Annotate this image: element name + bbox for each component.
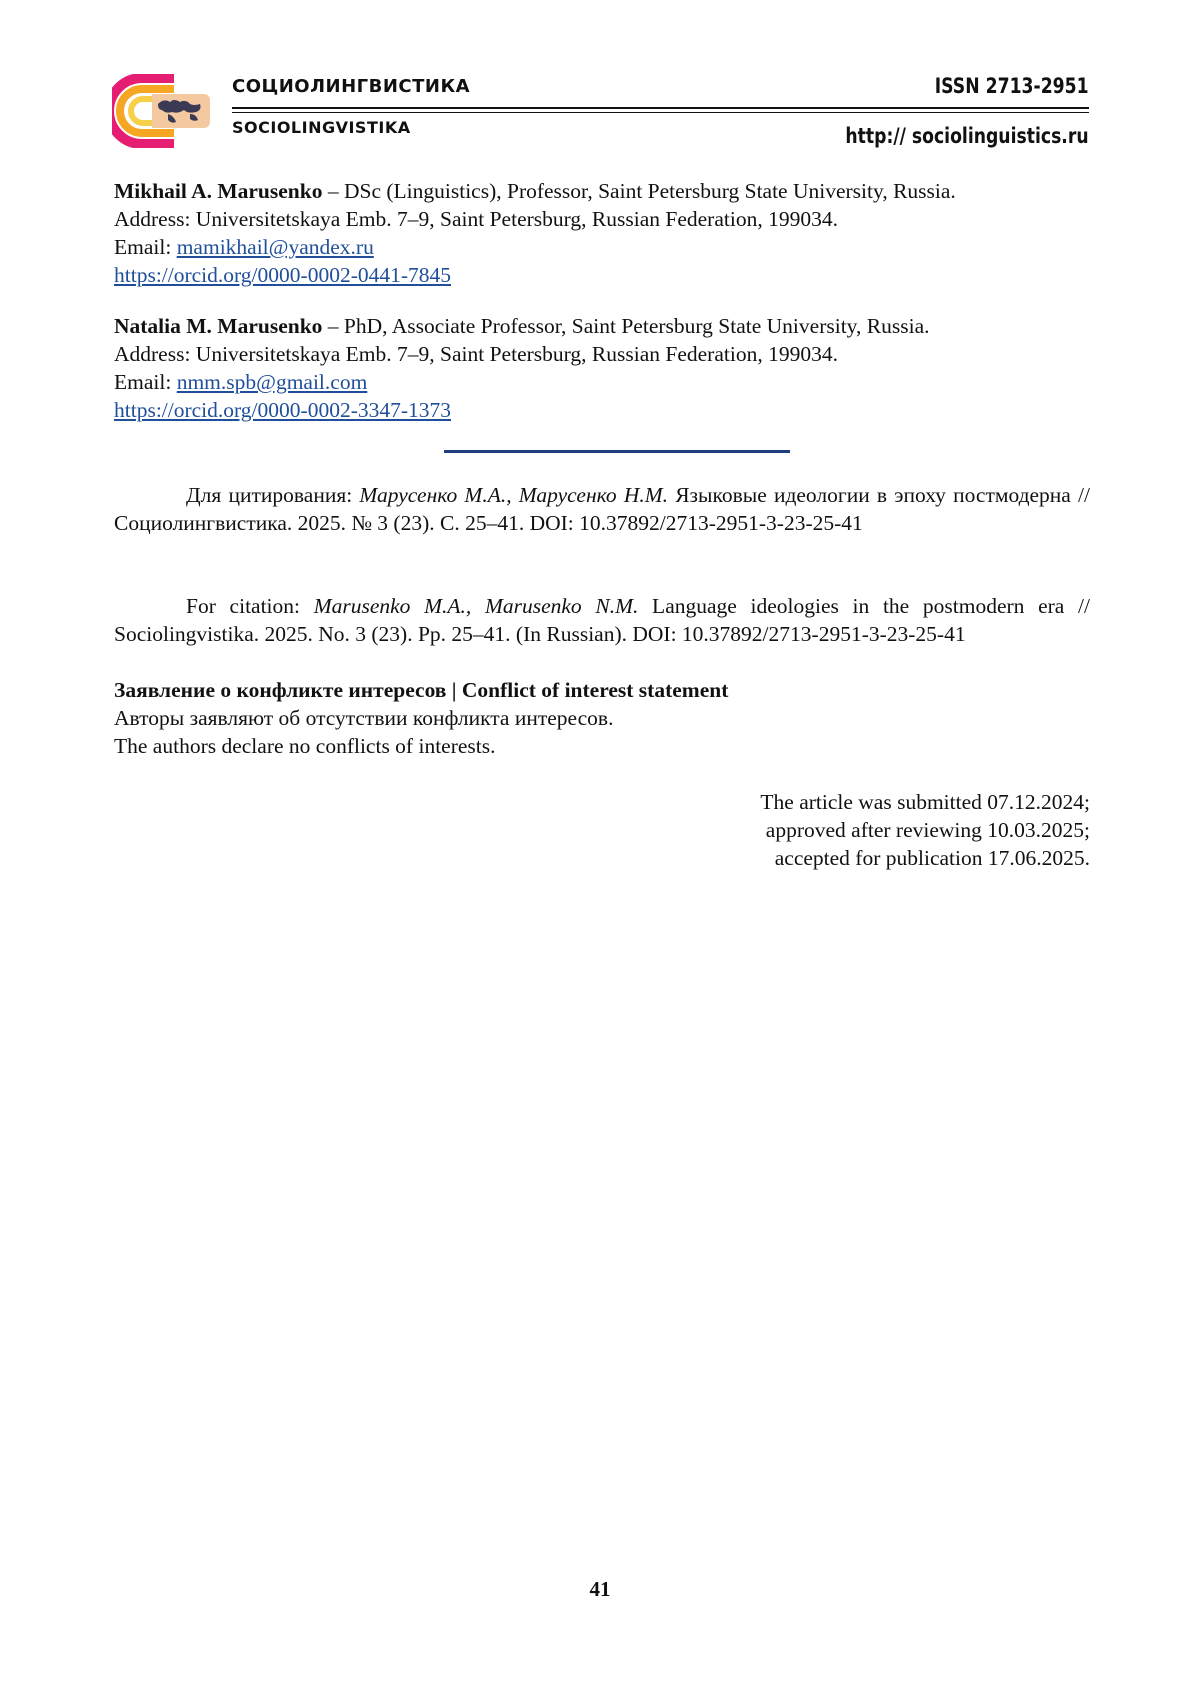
author-address: Address: Universitetskaya Emb. 7–9, Saint Petersburg, Russian Federation, 199034. <box>114 342 838 366</box>
author-name: Natalia M. Marusenko <box>114 314 323 338</box>
journal-website[interactable]: http:// sociolinguistics.ru <box>845 124 1089 148</box>
author-desc: – PhD, Associate Professor, Saint Petersburg State University, Russia. <box>322 314 930 338</box>
date-accepted: accepted for publication 17.06.2025. <box>774 846 1090 870</box>
header-rule <box>232 107 1089 109</box>
journal-name-en: SOCIOLINGVISTIKA <box>232 118 411 137</box>
orcid-link[interactable]: https://orcid.org/0000-0002-3347-1373 <box>114 398 452 422</box>
email-link[interactable]: nmm.spb@gmail.com <box>176 370 368 394</box>
citation-authors: Марусенко М.А., Марусенко Н.М. <box>359 483 669 507</box>
page-number: 41 <box>589 1577 611 1601</box>
email-link[interactable]: mamikhail@yandex.ru <box>176 235 374 259</box>
date-submitted: The article was submitted 07.12.2024; <box>760 790 1090 814</box>
citation-rest: Language ideologies in the postmodern era // Sociolingvistika. 2025. No. 3 (23). Pp. 25–41. (In Russian). DOI: 10.37892/2713-2951-3-23-25-41 <box>114 594 1090 646</box>
separator-line <box>444 450 790 453</box>
citation-lead: Для цитирования: <box>186 483 360 507</box>
conflict-ru: Авторы заявляют об отсутствии конфликта интересов. <box>114 706 614 730</box>
author-block-2 <box>114 312 1090 424</box>
citation-en <box>114 592 1090 648</box>
author-desc: – DSc (Linguistics), Professor, Saint Petersburg State University, Russia. <box>322 179 956 203</box>
author-block-1 <box>114 177 1090 289</box>
citation-ru <box>114 481 1090 537</box>
citation-rest: Языковые идеологии в эпоху постмодерна // Социолингвистика. 2025. № 3 (23). С. 25–41. DOI: 10.37892/2713-2951-3-23-25-41 <box>114 483 1091 535</box>
citation-lead: For citation: <box>186 594 314 618</box>
header-rule-thin <box>232 112 1089 113</box>
email-label: Email: <box>114 235 177 259</box>
conflict-heading: Заявление о конфликте интересов | Conflict of interest statement <box>114 678 729 702</box>
issn: ISSN 2713-2951 <box>935 74 1089 98</box>
journal-logo <box>112 74 212 148</box>
author-name: Mikhail A. Marusenko <box>114 179 323 203</box>
conflict-en: The authors declare no conflicts of interests. <box>114 734 496 758</box>
date-approved: approved after reviewing 10.03.2025; <box>765 818 1090 842</box>
journal-name-ru: СОЦИОЛИНГВИСТИКА <box>232 76 471 97</box>
article-dates <box>760 788 1090 872</box>
conflict-block <box>114 676 1090 760</box>
email-label: Email: <box>114 370 177 394</box>
orcid-link[interactable]: https://orcid.org/0000-0002-0441-7845 <box>114 263 452 287</box>
citation-authors: Marusenko M.A., Marusenko N.M. <box>313 594 639 618</box>
author-address: Address: Universitetskaya Emb. 7–9, Saint Petersburg, Russian Federation, 199034. <box>114 207 838 231</box>
